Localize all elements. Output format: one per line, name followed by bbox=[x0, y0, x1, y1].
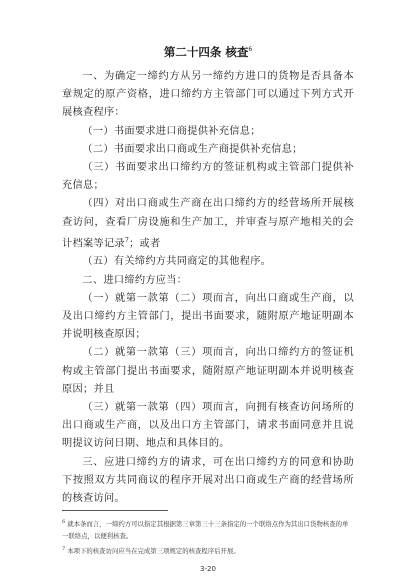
paragraph-1-item-5: （五）有关缔约方共同商定的其他程序。 bbox=[82, 256, 272, 268]
article-title-text: 第二十四条 核查 bbox=[163, 45, 249, 59]
footnote-7-mark: 7 bbox=[62, 546, 66, 552]
paragraph-1-item-4-text: （四）对出口商或生产商在出口缔约方的经营场所开展核查访问，查看厂房设施和生产加工，并审查与原产地相关的会计档案等记录 bbox=[62, 198, 354, 250]
paragraph-2-item-3: （三）就第一款第（四）项而言，向拥有核查访问场所的出口商或生产商，以及出口方主管部门，请求书面同意并且说明提议访问日期、地点和具体目的。 bbox=[62, 402, 354, 450]
footnote-7-text: 本项下的核查访问应当在完成第三项规定的核查程序后开展。 bbox=[67, 547, 240, 556]
paragraph-2-item-2: （二）就第一款第（三）项而言，向出口缔约方的签证机构或主管部门提出书面要求，随附原产地证明副本并说明核查原因；并且 bbox=[62, 347, 354, 395]
paragraph-1-item-4-tail: ；或者 bbox=[129, 238, 161, 250]
article-body bbox=[62, 68, 354, 508]
paragraph-3: 三、应进口缔约方的请求，可在出口缔约方的同意和协助下按照双方共同商议的程序开展对出口商或生产商的经营场所的核查访问。 bbox=[62, 456, 354, 505]
footnote-6-text: 就本条而言，一缔约方可以指定其根据第三章第三十三条指定的一个联络点作为其出口货物核查的单一联络点，以便利核查。 bbox=[62, 520, 349, 541]
footnote-ref-6: 6 bbox=[248, 46, 253, 54]
paragraph-1-item-2: （二）书面要求出口商或生产商提供补充信息； bbox=[82, 143, 303, 155]
paragraph-1-item-1: （一）书面要求进口商提供补充信息； bbox=[82, 125, 261, 137]
footnote-ref-7: 7 bbox=[124, 236, 130, 244]
footnote-6-mark: 6 bbox=[62, 519, 66, 525]
article-title bbox=[0, 44, 416, 60]
paragraph-1-item-4 bbox=[62, 195, 354, 253]
footnote-6 bbox=[62, 516, 354, 542]
paragraph-1: 一、为确定一缔约方从另一缔约方进口的货物是否具备本章规定的原产资格，进口缔约方主管部门可以通过下列方式开展核查程序： bbox=[62, 71, 354, 119]
footnote-7 bbox=[62, 543, 354, 557]
page-number: 3-20 bbox=[200, 565, 216, 573]
paragraph-1-item-3: （三）书面要求出口缔约方的签证机构或主管部门提供补充信息； bbox=[62, 162, 354, 192]
footnote-separator bbox=[62, 510, 168, 511]
paragraph-2: 二、进口缔约方应当： bbox=[82, 274, 188, 286]
paragraph-2-item-1: （一）就第一款第（二）项而言，向出口商或生产商，以及出口缔约方主管部门，提出书面要求，随附原产地证明副本并说明核查原因； bbox=[62, 292, 354, 341]
